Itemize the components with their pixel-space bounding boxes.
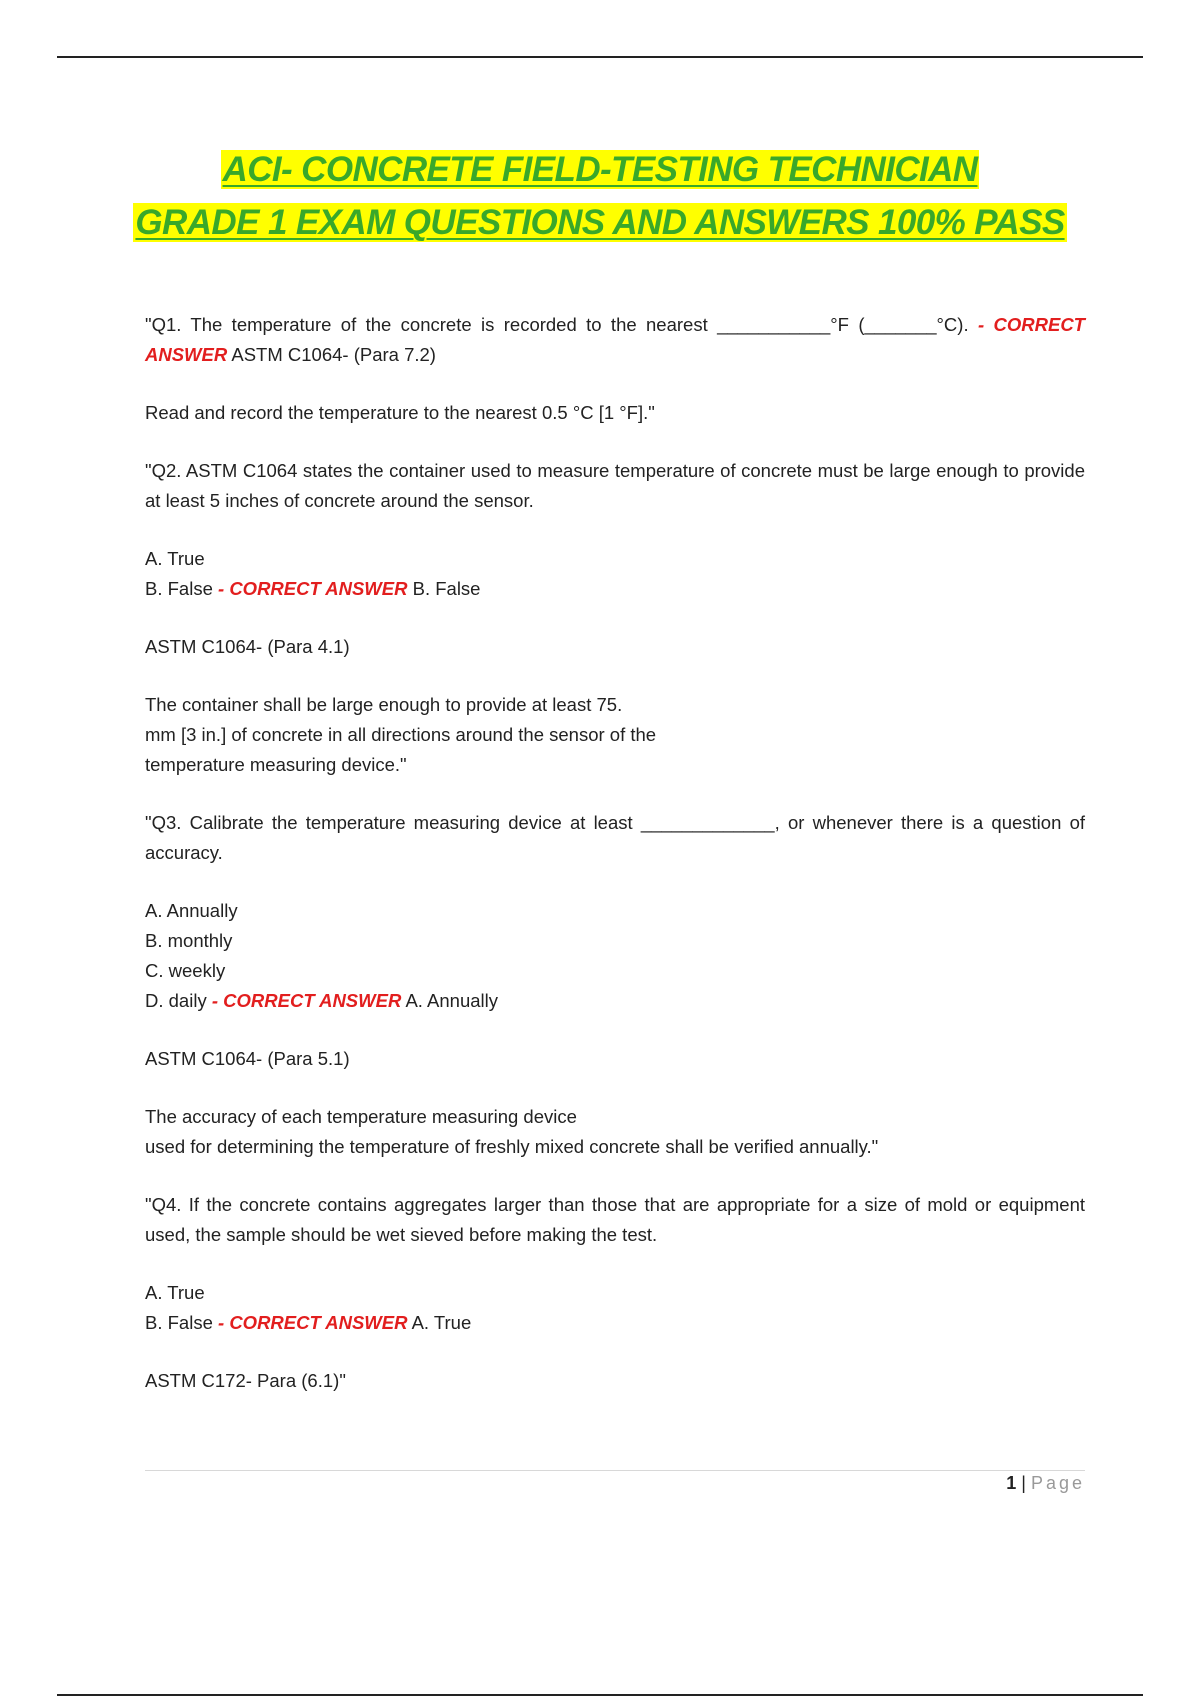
question-3-option-d: D. daily xyxy=(145,990,207,1011)
question-3-note: The accuracy of each temperature measuring device used for determining the temperature of freshly mixed concrete shall be verified annually." xyxy=(145,1106,879,1157)
question-1-answer: ASTM C1064- (Para 7.2) xyxy=(231,344,436,365)
page-number: 1 xyxy=(1006,1473,1017,1493)
question-3-answer: A. Annually xyxy=(405,990,499,1011)
question-2-reference: ASTM C1064- (Para 4.1) xyxy=(145,636,350,657)
correct-answer-label: - CORRECT ANSWER xyxy=(218,1312,408,1333)
question-4-option-b: B. False xyxy=(145,1312,213,1333)
question-3-option-a: A. Annually xyxy=(145,900,238,921)
page-separator: | xyxy=(1021,1473,1026,1493)
question-1-note: Read and record the temperature to the nearest 0.5 °C [1 °F]." xyxy=(145,402,655,423)
bottom-rule xyxy=(57,1694,1143,1696)
question-1-text: "Q1. The temperature of the concrete is recorded to the nearest ___________°F (_______°C). xyxy=(145,314,969,335)
document-body xyxy=(145,310,1085,1396)
document-title-line1: ACI- CONCRETE FIELD-TESTING TECHNICIAN xyxy=(222,150,978,189)
question-3-text: "Q3. Calibrate the temperature measuring device at least _____________, or whenever there is a question of accuracy. xyxy=(145,812,1085,863)
question-2-option-b: B. False xyxy=(145,578,213,599)
question-2-text: "Q2. ASTM C1064 states the container used to measure temperature of concrete must be large enough to provide at least 5 inches of concrete around the sensor. xyxy=(145,460,1085,511)
question-2-answer: B. False xyxy=(412,578,481,599)
question-4-options xyxy=(145,1278,1085,1338)
footer-rule xyxy=(145,1470,1085,1471)
document-title-line2: GRADE 1 EXAM QUESTIONS AND ANSWERS 100% PASS xyxy=(135,203,1065,242)
question-4-option-a: A. True xyxy=(145,1282,205,1303)
question-3-option-b: B. monthly xyxy=(145,930,233,951)
correct-answer-label: - CORRECT ANSWER xyxy=(218,578,408,599)
question-3-options xyxy=(145,896,1085,1016)
page-label: Page xyxy=(1030,1473,1085,1493)
correct-answer-label: - CORRECT ANSWER xyxy=(211,990,402,1011)
correct-answer-label: - CORRECT ANSWER xyxy=(145,314,1085,365)
question-2-note: The container shall be large enough to provide at least 75. mm [3 in.] of concrete in all directions around the sensor of the temperature measuring device." xyxy=(145,694,657,775)
question-3-option-c: C. weekly xyxy=(145,960,226,981)
page-footer xyxy=(1006,1473,1085,1494)
question-4-text: "Q4. If the concrete contains aggregates larger than those that are appropriate for a size of mold or equipment used, the sample should be wet sieved before making the test. xyxy=(145,1194,1085,1245)
question-2-options xyxy=(145,544,1085,604)
question-2-option-a: A. True xyxy=(145,548,205,569)
question-4-answer: A. True xyxy=(411,1312,472,1333)
question-4-reference: ASTM C172- Para (6.1)" xyxy=(145,1370,346,1391)
question-3-reference: ASTM C1064- (Para 5.1) xyxy=(145,1048,350,1069)
top-rule xyxy=(57,56,1143,58)
question-1 xyxy=(145,310,1085,370)
